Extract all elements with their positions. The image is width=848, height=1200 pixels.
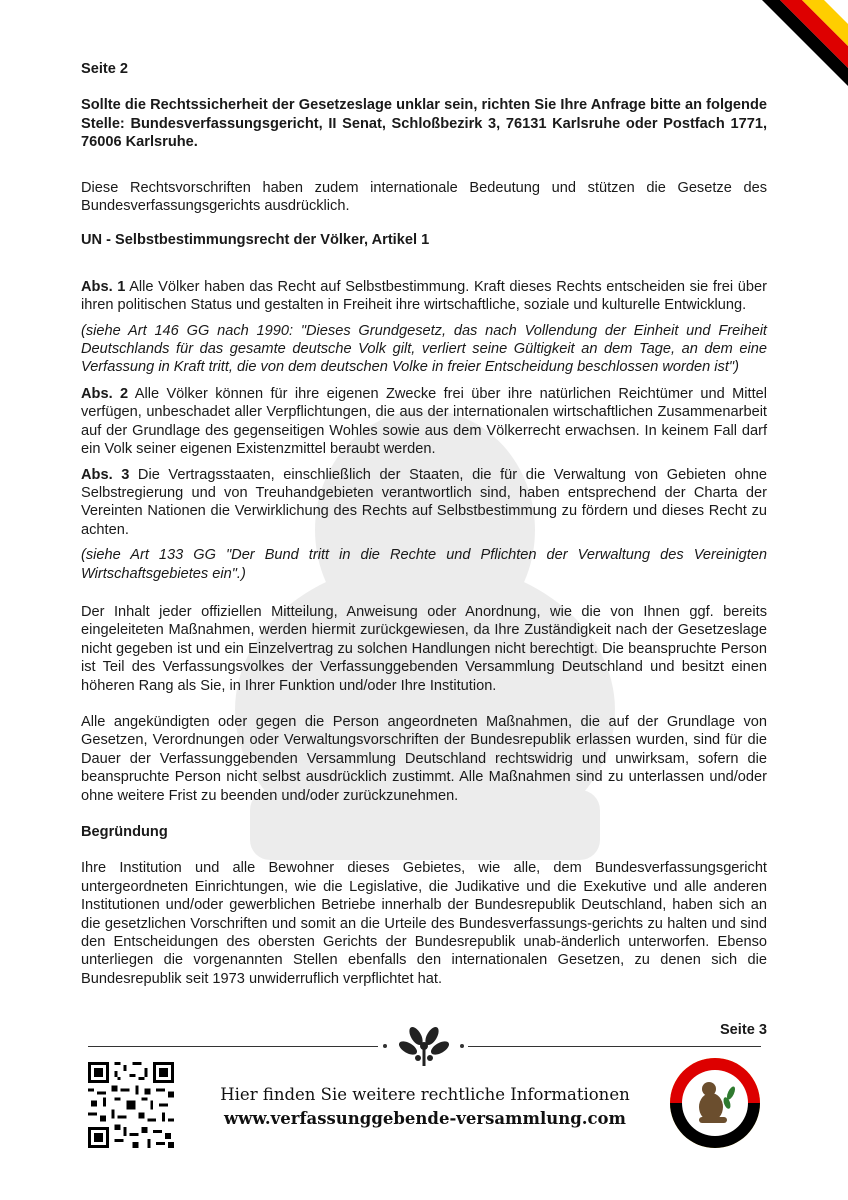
intro-paragraph: Sollte die Rechtssicherheit der Gesetzeslage unklar sein, richten Sie Ihre Anfrage bitte an folgende Stelle: Bundesverfassungsgericht, II Senat, Schloßbezirk 3, 76131 Karlsruhe oder Postfach 1771, 76006 Karlsruhe. (81, 97, 767, 151)
footer-divider-right (468, 1046, 761, 1047)
un-heading: UN - Selbstbestimmungsrecht der Völker, Artikel 1 (81, 232, 430, 249)
abs1-paragraph (81, 278, 767, 315)
international-paragraph: Diese Rechtsvorschriften haben zudem internationale Bedeutung und stützen die Gesetze des Bundesverfassungsgerichts ausdrücklich. (81, 179, 767, 215)
abs1-text: Alle Völker haben das Recht auf Selbstbestimmung. Kraft dieses Rechts entscheiden sie frei über ihren politischen Status und gestalten in Freiheit ihre wirtschaftliche, soziale und kulturelle Entwicklung. (81, 278, 767, 314)
abs3-paragraph (81, 466, 767, 540)
inhalt-paragraph: Der Inhalt jeder offiziellen Mitteilung, Anweisung oder Anordnung, wie die von Ihnen ggf. bereits eingeleiteten Maßnahmen, werden hiermit zurückgewiesen, da Ihre Zuständigkeit nach der Gesetzeslage nicht gegeben ist und ein Einzelvertrag zu solchen Handlungen nicht berechtigt. Die beanspruchte Person ist Teil des Verfassungsvolkes der Verfassunggebenden Versammlung Deutschland und besitzt einen höheren Rang als Sie, in Ihrer Funktion und/oder Ihre Institution. (81, 603, 767, 694)
abs2-text: Alle Völker können für ihre eigenen Zwecke frei über ihre natürlichen Reichtümer und Mittel verfügen, unbeschadet aller Verpflichtungen, die aus der internationalen wirtschaftlichen Zusammenarbeit auf der Grundlage des gegenseitigen Wohles sowie aus dem Völkerrecht erwachsen. In keinem Fall darf ein Volk seiner eigenen Existenzmittel beraubt werden. (81, 385, 768, 458)
footer-divider-left (88, 1046, 378, 1047)
abs2-label: Abs. 2 (81, 385, 129, 402)
oak-leaves-icon (394, 1024, 454, 1070)
abs3-label: Abs. 3 (81, 466, 130, 483)
document-body (81, 60, 767, 988)
abs3-text: Die Vertragsstaaten, einschließlich der Staaten, die für die Verwaltung von Gebieten ohne Selbstregierung und von Treuhandgebieten verantwortlich sind, haben entsprechend der Charta der Vereinten Nationen die Verwirklichung des Rechts auf Selbstbestimmung zu fördern und dieses Recht zu achten. (81, 466, 767, 538)
footer-info-line: Hier finden Sie weitere rechtliche Informationen (220, 1085, 630, 1104)
begruendung-heading: Begründung (81, 824, 168, 840)
quote-art-133: (siehe Art 133 GG "Der Bund tritt in die Rechte und Pflichten der Verwaltung des Vereinigten Wirtschaftsgebietes ein".) (81, 547, 767, 582)
begruendung-paragraph: Ihre Institution und alle Bewohner dieses Gebietes, wie alle, dem Bundesverfassungsgericht untergeordneten Einrichtungen, wie die Legislative, die Judikative und die Exekutive und alle anderen Institutionen und/oder gewerblichen Betriebe innerhalb der Bundesrepublik Deutschland, haben sich an die gesetzlichen Vorschriften und somit an die Urteile des Bundesverfassungs-gerichts zu halten und sind den Entscheidungen des obersten Gerichts der Bundesrepublik unab-änderlich unterworfen. Ebenso unterliegen die vorgenannten Stellen ebenfalls den internationalen Gesetzen, zu denen sich die Bundesrepublik seit 1973 unwiderruflich verpflichtet hat. (81, 860, 767, 987)
massnahmen-paragraph: Alle angekündigten oder gegen die Person angeordneten Maßnahmen, die auf der Grundlage von Gesetzen, Verordnungen oder Verwaltungsvorschriften der Bundesrepublik erlassen wurden, sind für die Dauer der Verfassunggebenden Versammlung Deutschland rechtswidrig und unwirksam, sofern die beanspruchte Person nicht selbst ausdrücklich zustimmt. Alle Maßnahmen sind zu unterlassen und/oder ohne weitere Frist zu beenden und/oder zurückzunehmen. (81, 713, 767, 804)
footer-url-link[interactable]: www.verfassunggebende-versammlung.com (223, 1109, 627, 1128)
footer-divider-dot (383, 1044, 387, 1048)
footer-divider-dot (460, 1044, 464, 1048)
quote-art-146: (siehe Art 146 GG nach 1990: "Dieses Grundgesetz, das nach Vollendung der Einheit und Freiheit Deutschlands für das gesamte deutsche Volk gilt, verliert seine Gültigkeit an dem Tage, an dem eine Verfassung in Kraft tritt, die von dem deutschen Volke in freier Entscheidung beschlossen worden ist") (81, 322, 767, 376)
page-number-2: Seite 2 (81, 61, 129, 77)
abs1-label: Abs. 1 (81, 278, 126, 295)
page-number-3: Seite 3 (719, 1022, 767, 1038)
footer-info (200, 1083, 650, 1131)
bear-seal-icon (669, 1057, 761, 1149)
qr-code[interactable] (88, 1062, 174, 1148)
abs2-paragraph (81, 385, 767, 459)
